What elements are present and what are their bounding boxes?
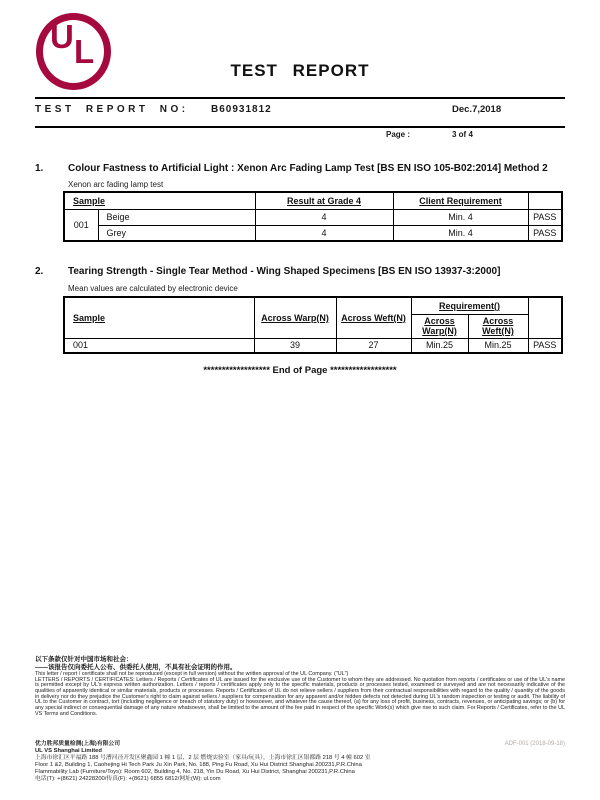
address-en-line2: Flammability Lab (Furniture/Toys): Room 602, Building 4, No. 218, Yin Du Road, Xu Hui District, Shanghai 200231,P.R.China [35, 768, 355, 775]
verdict-cell: PASS [528, 338, 562, 353]
form-reference: ADF-001 (2018-09-18) [504, 741, 565, 747]
page-number: 3 of 4 [452, 130, 473, 139]
section-2-title: Tearing Strength - Single Tear Method - Wing Shaped Specimens [BS EN ISO 13937-3:2000] [68, 266, 501, 277]
colour-fastness-table [63, 191, 563, 242]
table-row [64, 338, 562, 353]
contact-line: 电话(T): +(8621) 24228200/传真(F): +(8621) 6855 6812/网址(W): ul.com [35, 775, 221, 782]
section-2-note: Mean values are calculated by electronic device [68, 284, 238, 293]
verdict-cell: PASS [528, 225, 562, 241]
requirement-cell: Min. 4 [393, 209, 528, 225]
req-weft-cell: Min.25 [468, 338, 528, 353]
tearing-strength-table [63, 296, 563, 354]
chinese-disclaimer-line2: ——该报告仅向委托人公布、供委托人使用，不具有社会证明的作用。 [35, 663, 237, 671]
report-no-label: TEST REPORT NO: [35, 104, 189, 115]
col-header-sample: Sample [64, 297, 254, 338]
address-cn: 上海市徐汇区平福路 188 号漕河泾开发区聚鑫园 1 幢 1 层、2 层 燃烧实验室（家具/玩具），上海市徐汇区银都路 218 号 4 幢 602 室 [35, 754, 371, 761]
report-number-row [35, 104, 565, 120]
sample-id-cell: 001 [64, 209, 98, 241]
col-header-verdict [528, 297, 562, 338]
warp-value-cell: 39 [254, 338, 336, 353]
colour-cell: Beige [98, 209, 255, 225]
report-no-value: B60931812 [211, 104, 272, 115]
section-2-number: 2. [35, 266, 44, 277]
header-divider-top [35, 97, 565, 99]
result-cell: 4 [255, 209, 393, 225]
address-en-line1: Floor 1 &2, Building 1, Caohejing Hi Tech Park Ju Xin Park, No. 188, Ping Fu Road, Xu Hui District Shanghai 200231,P.R.China [35, 761, 362, 768]
ul-logo-letter-l: L [74, 33, 95, 70]
req-warp-cell: Min.25 [411, 338, 468, 353]
legal-disclaimer-line1: This letter / report / certificate shall not be reproduced (except in full version) without the written approval of the UL Company. ("UL") [35, 671, 349, 677]
col-header-across-weft: Across Weft(N) [336, 297, 411, 338]
section-1-number: 1. [35, 163, 44, 174]
legal-disclaimer [35, 672, 565, 717]
table-header-row-1 [64, 297, 562, 314]
result-cell: 4 [255, 225, 393, 241]
verdict-cell: PASS [528, 209, 562, 225]
page-indicator-row [35, 130, 565, 141]
ul-logo-letter-u: U [50, 18, 74, 55]
table-row [64, 209, 562, 225]
page-title: TEST REPORT [230, 61, 370, 80]
chinese-disclaimer [35, 656, 565, 671]
table-row [64, 225, 562, 241]
legal-disclaimer-body: LETTERS / REPORTS / CERTIFICATES: Letters / Reports / Certificates of UL are issued for the exclusive use of the Customer to whom they are addressed. No quotation from reports / certificates or use of the UL's name is permitted except by UL's express written authorization. Letters / reports / certificates apply only to the specific materials, products or processes tested, examined or surveyed and are not necessarily indicative of the qualities of apparently identical or similar materials, products or processes. Reports / Certificates of UL do not relieve sellers / suppliers from their contractual responsibilities with regard to the quality / quantity of the goods in delivery nor do they prejudice the Customer's right to claim against sellers / suppliers for compensation for any apparent and/or hidden defects not detected during UL's random inspection or testing or audit. The liability of UL to the Customer in contract, tort (including negligence or breach of statutory duty) or howsoever, and whatever the cause thereof, (a) for any loss of profit, business, contracts, revenues, or anticipating savings; or (b) for any special indirect or consequential damage of any nature whatsoever, shall be limited to the amount of the fee paid in respect of the specific Work(s) which give rise to such claim. For Reports / Certificates, refer to the UL VS Terms and Conditions. [35, 676, 565, 717]
col-header-req-across-warp: Across Warp(N) [411, 314, 468, 338]
col-header-across-warp: Across Warp(N) [254, 297, 336, 338]
section-1-title: Colour Fastness to Artificial Light : Xenon Arc Fading Lamp Test [BS EN ISO 105-B02:2014] Method 2 [68, 163, 548, 174]
col-header-result: Result at Grade 4 [255, 192, 393, 209]
company-name-cn: 优力胜邦质量检测(上海)有限公司 [35, 741, 121, 747]
report-date: Dec.7,2018 [452, 104, 502, 115]
col-header-sample: Sample [64, 192, 255, 209]
section-1-note: Xenon arc fading lamp test [68, 180, 164, 189]
table-header-row [64, 192, 562, 209]
company-name-en: UL VS Shanghai Limited [35, 747, 102, 754]
col-header-requirement-group: Requirement() [411, 297, 528, 314]
col-header-verdict [528, 192, 562, 209]
sample-id-cell: 001 [64, 338, 254, 353]
page-label: Page : [386, 130, 411, 139]
header-divider-bottom [35, 126, 565, 128]
address-block [35, 741, 475, 782]
chinese-disclaimer-line1: 以下条款仅针对中国市场和社会： [35, 656, 133, 663]
requirement-cell: Min. 4 [393, 225, 528, 241]
colour-cell: Grey [98, 225, 255, 241]
end-of-page-marker: ****************** End of Page ****************** [203, 365, 397, 376]
section-1-heading [35, 163, 548, 174]
section-2-heading [35, 266, 500, 277]
col-header-req-across-weft: Across Weft(N) [468, 314, 528, 338]
col-header-client-requirement: Client Requirement [393, 192, 528, 209]
weft-value-cell: 27 [336, 338, 411, 353]
